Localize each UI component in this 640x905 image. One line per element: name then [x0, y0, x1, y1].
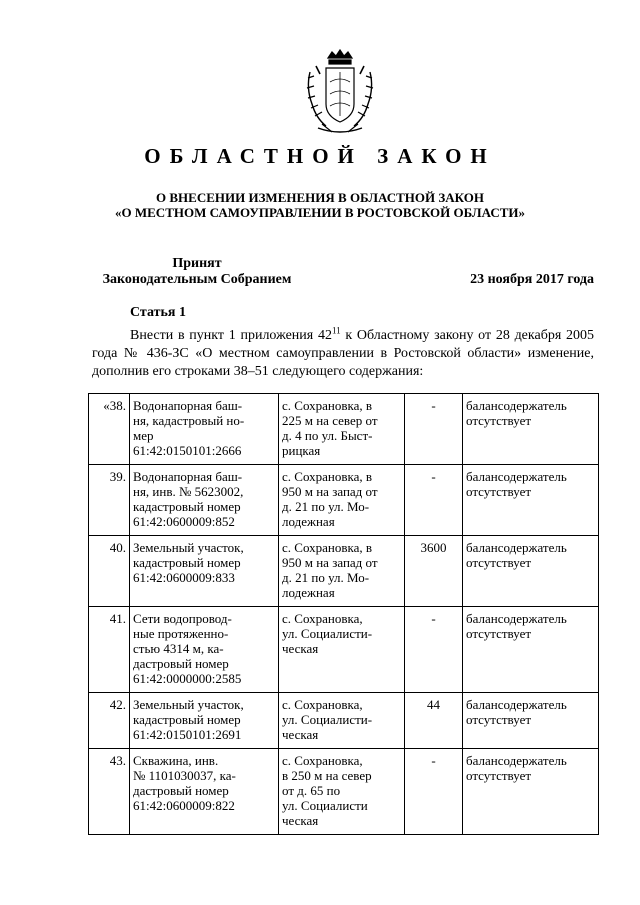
law-title: ОБЛАСТНОЙ ЗАКОН — [144, 144, 496, 168]
object-name-cell: Водонапорная баш- ня, кадастровый но- мер 61:42:0150101:2666 — [130, 394, 279, 465]
object-location-cell: с. Сохрановка, ул. Социалисти- ческая — [279, 693, 405, 749]
object-holder-cell: балансодержатель отсутствует — [463, 394, 599, 465]
coat-of-arms-emblem-icon — [302, 48, 378, 138]
object-holder-cell: балансодержатель отсутствует — [463, 536, 599, 607]
object-location-cell: с. Сохрановка, в 950 м на запад от д. 21 по ул. Мо- лодежная — [279, 536, 405, 607]
table-row — [89, 607, 599, 693]
table-row — [89, 749, 599, 835]
object-holder-cell: балансодержатель отсутствует — [463, 749, 599, 835]
object-name-cell: Земельный участок, кадастровый номер 61:42:0150101:2691 — [130, 693, 279, 749]
law-subtitle — [0, 190, 640, 220]
article-heading: Статья 1 — [130, 305, 186, 320]
objects-table-body — [89, 394, 599, 835]
object-area-cell: - — [405, 749, 463, 835]
object-area-cell: - — [405, 607, 463, 693]
object-name-cell: Водонапорная баш- ня, инв. № 5623002, кадастровый номер 61:42:0600009:852 — [130, 465, 279, 536]
adoption-block — [92, 256, 302, 288]
table-row — [89, 465, 599, 536]
adopted-label: Принят — [172, 256, 222, 271]
objects-table — [88, 393, 599, 835]
object-area-cell: - — [405, 394, 463, 465]
row-number-cell: 39. — [89, 465, 130, 536]
subtitle-line-2: «О МЕСТНОМ САМОУПРАВЛЕНИИ В РОСТОВСКОЙ ОБЛАСТИ» — [115, 205, 525, 220]
object-name-cell: Земельный участок, кадастровый номер 61:42:0600009:833 — [130, 536, 279, 607]
object-location-cell: с. Сохрановка, в 225 м на север от д. 4 по ул. Быст- рицкая — [279, 394, 405, 465]
adopted-body: Законодательным Собранием — [102, 272, 292, 287]
row-number-cell: «38. — [89, 394, 130, 465]
row-number-cell: 40. — [89, 536, 130, 607]
object-area-cell: 3600 — [405, 536, 463, 607]
row-number-cell: 43. — [89, 749, 130, 835]
object-area-cell: - — [405, 465, 463, 536]
subtitle-line-1: О ВНЕСЕНИИ ИЗМЕНЕНИЯ В ОБЛАСТНОЙ ЗАКОН — [156, 190, 484, 205]
object-location-cell: с. Сохрановка, в 950 м на запад от д. 21 по ул. Мо- лодежная — [279, 465, 405, 536]
article-text-start: Внести в пункт 1 приложения 42 — [130, 328, 332, 343]
row-number-cell: 41. — [89, 607, 130, 693]
object-area-cell: 44 — [405, 693, 463, 749]
article-text-end: к Областному закону от 28 декабря 2005 года № 436-ЗС «О местном самоуправлении в Ростовской области» изменение, дополнив его строками 38–51 следующего содержания: — [92, 328, 594, 379]
article-text — [92, 327, 594, 381]
adoption-date: 23 ноября 2017 года — [470, 272, 594, 287]
object-holder-cell: балансодержатель отсутствует — [463, 465, 599, 536]
row-number-cell: 42. — [89, 693, 130, 749]
object-holder-cell: балансодержатель отсутствует — [463, 607, 599, 693]
object-name-cell: Скважина, инв. № 1101030037, ка- дастровый номер 61:42:0600009:822 — [130, 749, 279, 835]
object-location-cell: с. Сохрановка, ул. Социалисти- ческая — [279, 607, 405, 693]
table-row — [89, 693, 599, 749]
table-row — [89, 536, 599, 607]
object-holder-cell: балансодержатель отсутствует — [463, 693, 599, 749]
article-superscript: 11 — [331, 325, 341, 336]
object-location-cell: с. Сохрановка, в 250 м на север от д. 65 по ул. Социалисти ческая — [279, 749, 405, 835]
table-row — [89, 394, 599, 465]
object-name-cell: Сети водопровод- ные протяженно- стью 4314 м, ка- дастровый номер 61:42:0000000:2585 — [130, 607, 279, 693]
